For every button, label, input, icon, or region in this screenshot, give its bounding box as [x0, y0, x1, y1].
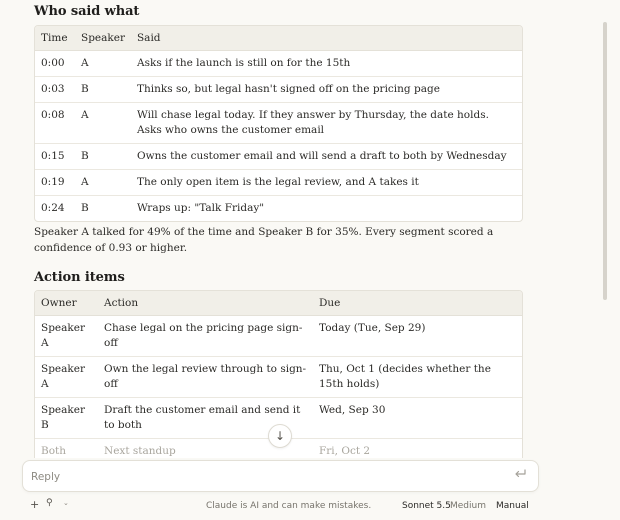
effort-selector[interactable]: Medium [450, 501, 486, 511]
cell-due: Wed, Sep 30 [313, 397, 522, 438]
cell-action: Own the legal review through to sign-off [98, 356, 313, 397]
column-header-time: Time [35, 26, 75, 50]
cell-action: Chase legal on the pricing page sign-off [98, 315, 313, 356]
column-header-owner: Owner [35, 291, 98, 315]
reply-composer[interactable] [22, 460, 539, 492]
column-header-action: Action [98, 291, 313, 315]
table-row [35, 315, 522, 356]
table-row [35, 195, 522, 221]
scroll-to-bottom-button[interactable] [268, 424, 292, 448]
table-row [35, 356, 522, 397]
table-row [35, 76, 522, 102]
action-items-heading: Action items [34, 270, 125, 285]
cell-time: 0:08 [35, 102, 75, 143]
summary-paragraph: Speaker A talked for 49% of the time and Speaker B for 35%. Every segment scored a confidence of 0.93 or higher. [34, 226, 494, 254]
cell-said: The only open item is the legal review, and A takes it [131, 169, 522, 195]
model-selector[interactable]: Sonnet 5.5 [402, 501, 451, 511]
column-header-speaker: Speaker [75, 26, 131, 50]
table-header-row [35, 291, 522, 315]
tools-icon[interactable]: ⚲ [46, 498, 53, 508]
transcript-table [34, 25, 523, 222]
table-header-row [35, 26, 522, 50]
scrollbar-thumb[interactable] [603, 22, 607, 300]
cell-time: 0:00 [35, 50, 75, 76]
cell-action: Next standup [104, 444, 176, 457]
add-attachment-button[interactable]: + [30, 498, 40, 511]
table-row [35, 102, 522, 143]
cell-owner: Both [41, 444, 67, 457]
cell-due: Today (Tue, Sep 29) [313, 315, 522, 356]
cell-said: Will chase legal today. If they answer by Thursday, the date holds. Asks who owns the customer email [131, 102, 522, 143]
tools-chevron-down-icon[interactable]: ⌄ [63, 499, 69, 507]
transcript-heading: Who said what [34, 4, 140, 19]
cell-owner: Speaker B [35, 397, 98, 438]
reply-input[interactable] [31, 467, 501, 487]
cell-speaker: B [81, 201, 89, 214]
cell-speaker: A [75, 102, 131, 143]
cell-time: 0:24 [41, 201, 65, 214]
cell-said: Thinks so, but legal hasn't signed off on the pricing page [131, 76, 522, 102]
return-arrow-icon-glyph [514, 469, 526, 479]
cell-said: Wraps up: "Talk Friday" [136, 201, 265, 214]
table-row [35, 169, 522, 195]
return-arrow-icon[interactable] [512, 468, 528, 484]
cell-said: Asks if the launch is still on for the 15th [131, 50, 522, 76]
cell-time: 0:03 [35, 76, 75, 102]
mode-selector[interactable]: Manual [496, 501, 529, 511]
cell-owner: Speaker A [35, 356, 98, 397]
cell-speaker: B [75, 76, 131, 102]
scrollbar[interactable] [603, 0, 607, 458]
cell-speaker: A [75, 169, 131, 195]
cell-due: Fri, Oct 2 [319, 444, 371, 457]
cell-owner: Speaker A [35, 315, 98, 356]
cell-due: Thu, Oct 1 (decides whether the 15th holds) [313, 356, 522, 397]
cell-speaker: B [75, 143, 131, 169]
arrow-down-icon: ↓ [274, 429, 286, 443]
cell-action: Draft the customer email and send it to both [98, 397, 313, 438]
composer-footer [0, 498, 620, 516]
column-header-due: Due [313, 291, 522, 315]
disclaimer-text: Claude is AI and can make mistakes. [206, 501, 372, 511]
column-header-said: Said [131, 26, 522, 50]
cell-said: Owns the customer email and will send a draft to both by Wednesday [131, 143, 522, 169]
cell-time: 0:19 [35, 169, 75, 195]
table-row [35, 50, 522, 76]
cell-speaker: A [75, 50, 131, 76]
table-row [35, 143, 522, 169]
cell-time: 0:15 [35, 143, 75, 169]
